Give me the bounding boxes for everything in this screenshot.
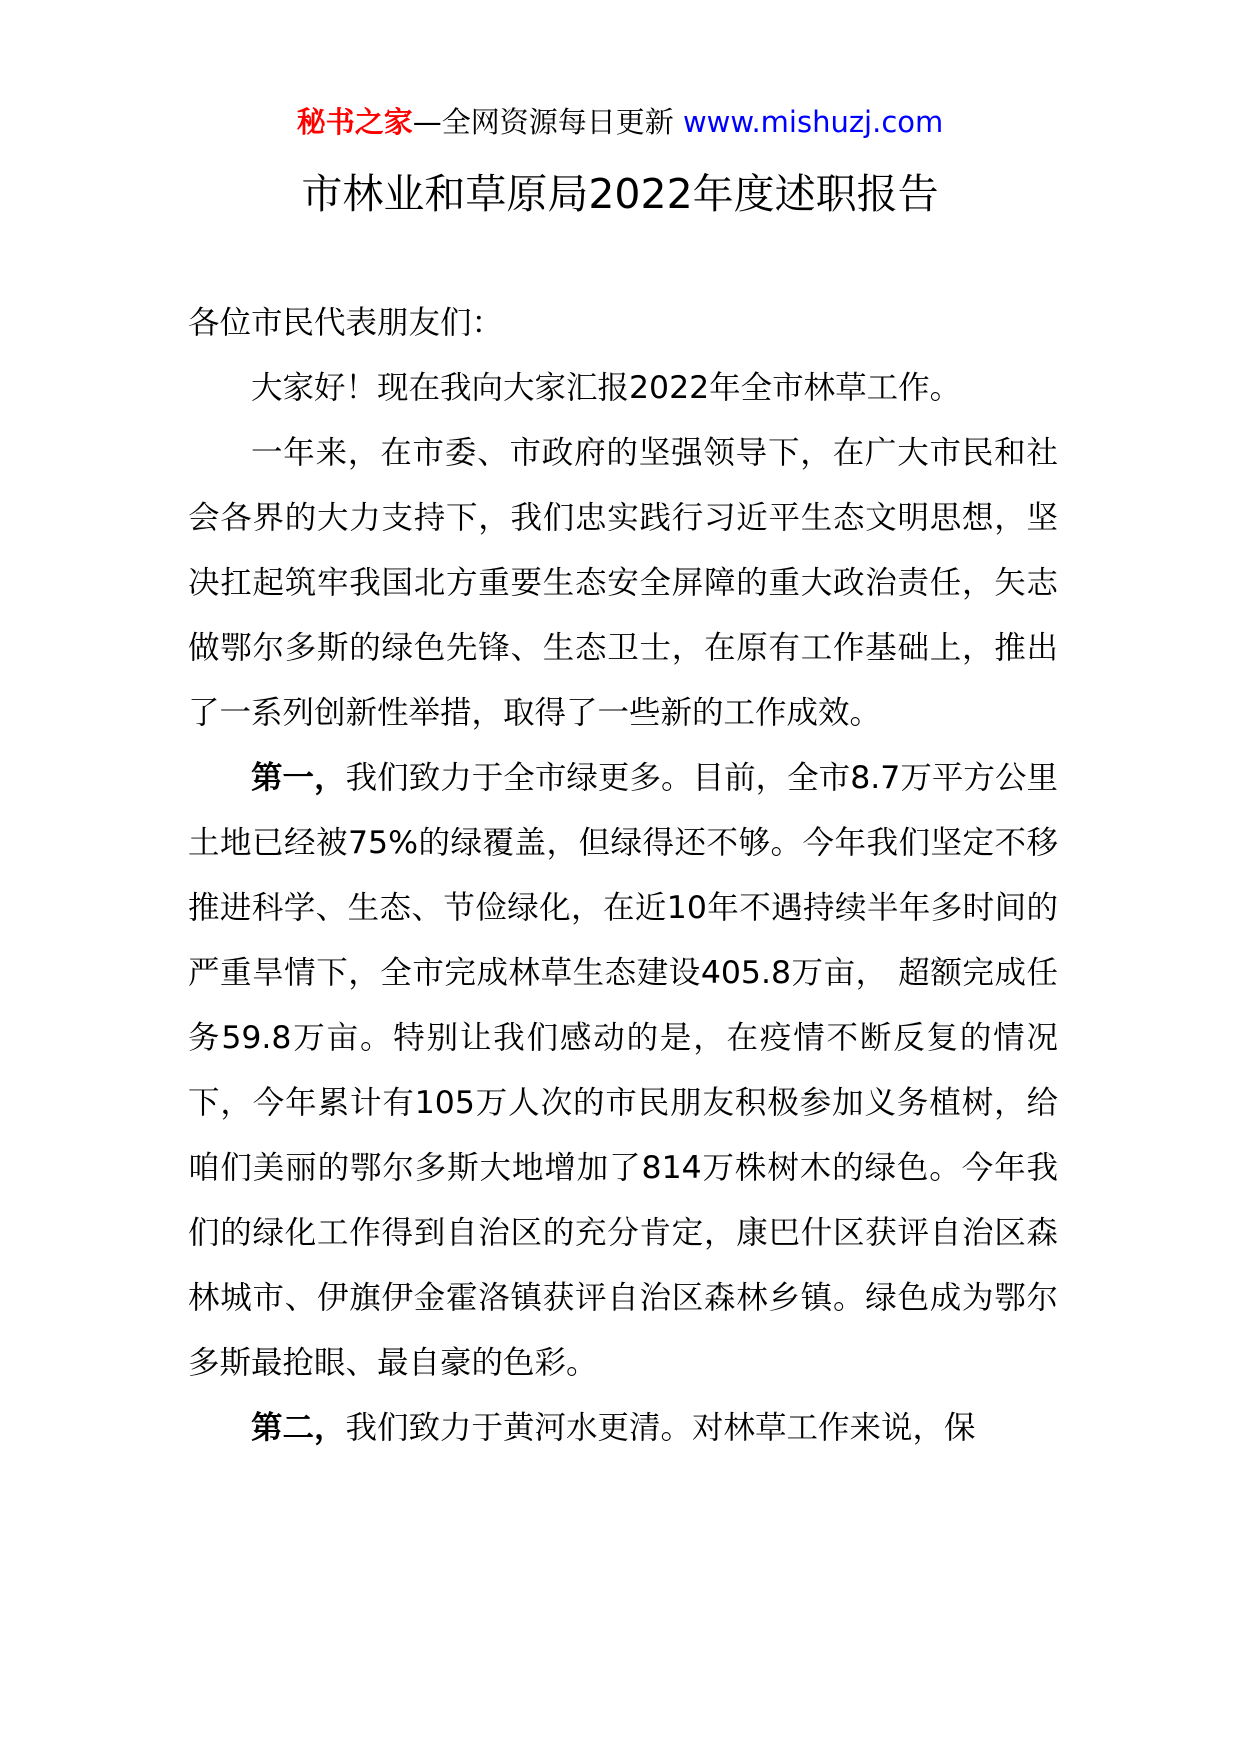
site-header [0, 100, 1240, 144]
paragraph [188, 746, 1058, 1396]
paragraph-text: 我们致力于全市绿更多。目前，全市8.7万平方公里土地已经被75%的绿覆盖，但绿得还不够。今年我们坚定不移推进科学、生态、节俭绿化，在近10年不遇持续半年多时间的严重旱情下，全市完成林草生态建设405.8万亩， 超额完成任务59.8万亩。特别让我们感动的是，在疫情不断反复的情况下，今年累计有105万人次的市民朋友积极参加义务植树，给咱们美丽的鄂尔多斯大地增加了814万株树木的绿色。今年我们的绿化工作得到自治区的充分肯定，康巴什区获评自治区森林城市、伊旗伊金霍洛镇获评自治区森林乡镇。绿色成为鄂尔多斯最抢眼、最自豪的色彩。 [188, 760, 1058, 1381]
site-url-link[interactable]: www.mishuzj.com [682, 105, 944, 139]
brand-tagline: —全网资源每日更新 [412, 105, 674, 139]
paragraph [188, 1396, 1058, 1461]
paragraph [188, 421, 1058, 746]
document-title: 市林业和草原局2022年度述职报告 [301, 170, 939, 218]
paragraph-text: 大家好！现在我向大家汇报2022年全市林草工作。 [251, 370, 962, 406]
paragraph-lead: 第一， [251, 760, 346, 796]
salutation: 各位市民代表朋友们： [188, 305, 504, 341]
paragraph-lead: 第二， [251, 1410, 346, 1446]
document-body [188, 291, 1058, 1461]
paragraph-text: 我们致力于黄河水更清。对林草工作来说，保 [345, 1410, 976, 1446]
paragraph [188, 356, 1058, 421]
paragraph-text: 一年来，在市委、市政府的坚强领导下，在广大市民和社会各界的大力支持下，我们忠实践行习近平生态文明思想，坚决扛起筑牢我国北方重要生态安全屏障的重大政治责任，矢志做鄂尔多斯的绿色先锋、生态卫士，在原有工作基础上，推出了一系列创新性举措，取得了一些新的工作成效。 [188, 435, 1058, 731]
brand-name: 秘书之家 [296, 105, 413, 139]
